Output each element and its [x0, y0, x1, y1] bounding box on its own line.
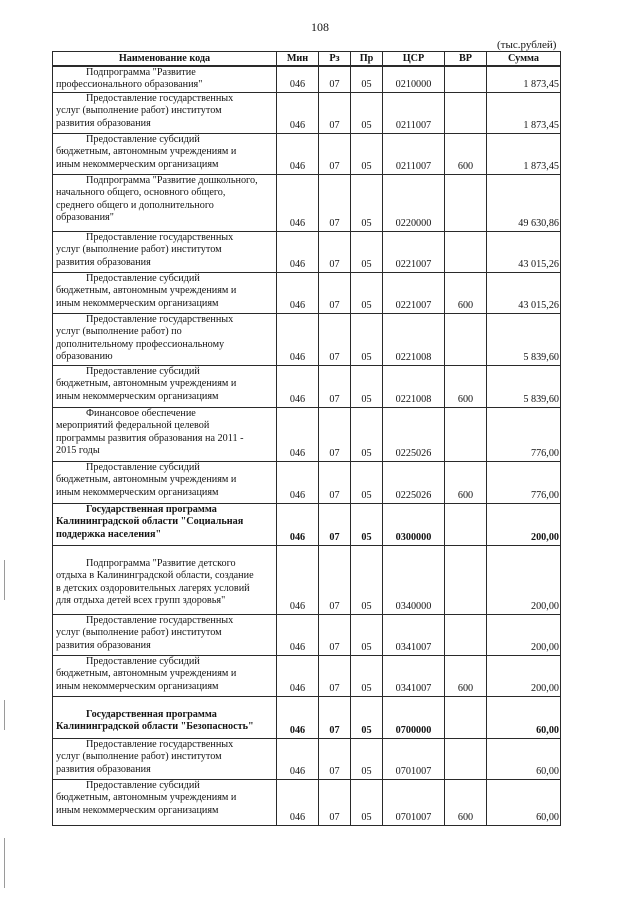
- table-row: [53, 614, 561, 655]
- cell-name-line: бюджетным, автономным учреждениям и: [56, 285, 237, 297]
- cell-min: 046: [277, 696, 319, 738]
- cell-name: [53, 66, 277, 92]
- cell-vr: 600: [445, 272, 487, 313]
- cell-name-line: профессионального образования": [56, 79, 203, 91]
- cell-name: [53, 503, 277, 545]
- cell-pr: 05: [351, 503, 383, 545]
- cell-csr: 0700000: [383, 696, 445, 738]
- cell-min: 046: [277, 66, 319, 92]
- cell-rz: 07: [319, 313, 351, 365]
- cell-min: 046: [277, 407, 319, 461]
- cell-csr: 0225026: [383, 461, 445, 503]
- cell-name-line: Калининградской области "Социальная: [56, 516, 244, 528]
- cell-name: [53, 365, 277, 407]
- header-csr: ЦСР: [383, 52, 445, 67]
- cell-name-line: Подпрограмма "Развитие детского: [86, 557, 236, 569]
- cell-csr: 0225026: [383, 407, 445, 461]
- cell-name-line: бюджетным, автономным учреждениям и: [56, 792, 237, 804]
- cell-min: 046: [277, 503, 319, 545]
- cell-name-line: Подпрограмма "Развитие дошкольного,: [86, 174, 258, 186]
- cell-name-line: программы развития образования на 2011 -: [56, 432, 244, 444]
- page-number: 108: [311, 20, 329, 34]
- cell-vr: 600: [445, 655, 487, 696]
- cell-csr: 0210000: [383, 66, 445, 92]
- cell-name-line: иным некоммерческим организациям: [56, 804, 219, 816]
- table-row: [53, 655, 561, 696]
- cell-sum: 60,00: [487, 696, 561, 738]
- cell-sum: 200,00: [487, 614, 561, 655]
- table-header-row: [53, 52, 561, 67]
- cell-pr: 05: [351, 66, 383, 92]
- cell-name-line: начального общего, основного общего,: [56, 187, 226, 199]
- cell-name-line: услуг (выполнение работ) институтом: [56, 627, 222, 639]
- header-vr: ВР: [445, 52, 487, 67]
- cell-vr: [445, 738, 487, 779]
- cell-sum: 1 873,45: [487, 92, 561, 133]
- cell-sum: 200,00: [487, 545, 561, 614]
- cell-pr: 05: [351, 545, 383, 614]
- cell-name-line: услуг (выполнение работ) по: [56, 326, 182, 338]
- cell-pr: 05: [351, 313, 383, 365]
- cell-vr: [445, 696, 487, 738]
- cell-name-line: Предоставление субсидий: [86, 272, 200, 284]
- cell-csr: 0341007: [383, 614, 445, 655]
- cell-rz: 07: [319, 545, 351, 614]
- cell-name-line: для отдыха детей всех групп здоровья": [56, 595, 226, 607]
- cell-min: 046: [277, 133, 319, 174]
- cell-sum: 43 015,26: [487, 231, 561, 272]
- cell-pr: 05: [351, 365, 383, 407]
- header-rz: Рз: [319, 52, 351, 67]
- cell-name-line: услуг (выполнение работ) институтом: [56, 751, 222, 763]
- cell-sum: 776,00: [487, 461, 561, 503]
- cell-name-line: Предоставление государственных: [86, 313, 234, 325]
- cell-sum: 1 873,45: [487, 133, 561, 174]
- cell-name-line: образованию: [56, 351, 113, 363]
- cell-vr: [445, 614, 487, 655]
- cell-csr: 0221008: [383, 313, 445, 365]
- table-row: [53, 696, 561, 738]
- cell-min: 046: [277, 738, 319, 779]
- table-row: [53, 231, 561, 272]
- cell-rz: 07: [319, 133, 351, 174]
- units-label: (тыс.рублей): [497, 39, 557, 51]
- cell-name: [53, 407, 277, 461]
- cell-rz: 07: [319, 231, 351, 272]
- cell-name-line: услуг (выполнение работ) институтом: [56, 244, 222, 256]
- table-body: [53, 66, 561, 825]
- cell-name-line: иным некоммерческим организациям: [56, 680, 219, 692]
- margin-mark: [4, 700, 5, 730]
- cell-sum: 43 015,26: [487, 272, 561, 313]
- cell-name: [53, 655, 277, 696]
- cell-name-line: Предоставление государственных: [86, 614, 234, 626]
- cell-name: [53, 313, 277, 365]
- margin-mark: [4, 838, 5, 888]
- cell-min: 046: [277, 313, 319, 365]
- cell-pr: 05: [351, 461, 383, 503]
- cell-name-line: Предоставление субсидий: [86, 133, 200, 145]
- table-row: [53, 779, 561, 825]
- cell-name-line: 2015 годы: [56, 445, 100, 457]
- cell-name: [53, 738, 277, 779]
- cell-vr: [445, 92, 487, 133]
- cell-rz: 07: [319, 614, 351, 655]
- cell-csr: 0221008: [383, 365, 445, 407]
- table-row: [53, 92, 561, 133]
- cell-name-line: образования": [56, 212, 114, 224]
- cell-pr: 05: [351, 655, 383, 696]
- cell-sum: 5 839,60: [487, 365, 561, 407]
- cell-rz: 07: [319, 66, 351, 92]
- cell-rz: 07: [319, 696, 351, 738]
- cell-min: 046: [277, 461, 319, 503]
- cell-name: [53, 133, 277, 174]
- cell-vr: 600: [445, 461, 487, 503]
- header-name: Наименование кода: [53, 52, 277, 67]
- cell-min: 046: [277, 272, 319, 313]
- cell-min: 046: [277, 365, 319, 407]
- cell-name-line: бюджетным, автономным учреждениям и: [56, 146, 237, 158]
- cell-name-line: развития образования: [56, 639, 151, 651]
- cell-vr: 600: [445, 133, 487, 174]
- cell-rz: 07: [319, 655, 351, 696]
- table-row: [53, 738, 561, 779]
- cell-csr: 0340000: [383, 545, 445, 614]
- cell-name-line: Государственная программа: [86, 708, 217, 720]
- cell-name-line: Предоставление субсидий: [86, 655, 200, 667]
- cell-name-line: поддержка населения": [56, 528, 162, 540]
- cell-name-line: [56, 697, 274, 709]
- cell-rz: 07: [319, 461, 351, 503]
- cell-name-line: развития образования: [56, 256, 151, 268]
- cell-name-line: Предоставление субсидий: [86, 779, 200, 791]
- cell-pr: 05: [351, 133, 383, 174]
- cell-name-line: иным некоммерческим организациям: [56, 486, 219, 498]
- table-row: [53, 461, 561, 503]
- cell-vr: [445, 503, 487, 545]
- cell-name-line: иным некоммерческим организациям: [56, 158, 219, 170]
- cell-name-line: развития образования: [56, 763, 151, 775]
- cell-name-line: Предоставление государственных: [86, 231, 234, 243]
- cell-name-line: бюджетным, автономным учреждениям и: [56, 668, 237, 680]
- cell-min: 046: [277, 231, 319, 272]
- cell-pr: 05: [351, 231, 383, 272]
- cell-vr: [445, 313, 487, 365]
- cell-vr: [445, 545, 487, 614]
- cell-name-line: Предоставление субсидий: [86, 461, 200, 473]
- cell-min: 046: [277, 779, 319, 825]
- cell-csr: 0701007: [383, 738, 445, 779]
- cell-name-line: среднего общего и дополнительного: [56, 199, 214, 211]
- table-row: [53, 272, 561, 313]
- header-min: Мин: [277, 52, 319, 67]
- cell-sum: 1 873,45: [487, 66, 561, 92]
- cell-csr: 0211007: [383, 133, 445, 174]
- cell-sum: 60,00: [487, 779, 561, 825]
- cell-name: [53, 272, 277, 313]
- cell-name-line: бюджетным, автономным учреждениям и: [56, 474, 237, 486]
- cell-name: [53, 174, 277, 231]
- cell-csr: 0211007: [383, 92, 445, 133]
- table-row: [53, 407, 561, 461]
- cell-name-line: развития образования: [56, 117, 151, 129]
- cell-pr: 05: [351, 407, 383, 461]
- cell-name-line: Финансовое обеспечение: [86, 407, 196, 419]
- cell-vr: [445, 174, 487, 231]
- cell-csr: 0221007: [383, 231, 445, 272]
- cell-vr: [445, 407, 487, 461]
- cell-min: 046: [277, 92, 319, 133]
- cell-pr: 05: [351, 738, 383, 779]
- header-pr: Пр: [351, 52, 383, 67]
- cell-vr: [445, 231, 487, 272]
- cell-vr: 600: [445, 365, 487, 407]
- cell-name-line: бюджетным, автономным учреждениям и: [56, 378, 237, 390]
- cell-csr: 0221007: [383, 272, 445, 313]
- cell-vr: [445, 66, 487, 92]
- cell-name-line: в детских оздоровительных лагерях условий: [56, 582, 250, 594]
- cell-name-line: Подпрограмма "Развитие: [86, 67, 196, 78]
- cell-min: 046: [277, 655, 319, 696]
- cell-name: [53, 92, 277, 133]
- cell-pr: 05: [351, 696, 383, 738]
- cell-csr: 0701007: [383, 779, 445, 825]
- cell-sum: 200,00: [487, 503, 561, 545]
- cell-name-line: мероприятий федеральной целевой: [56, 420, 210, 432]
- table-row: [53, 174, 561, 231]
- cell-sum: 49 630,86: [487, 174, 561, 231]
- table-row: [53, 365, 561, 407]
- cell-name: [53, 696, 277, 738]
- cell-csr: 0341007: [383, 655, 445, 696]
- cell-rz: 07: [319, 92, 351, 133]
- cell-name: [53, 779, 277, 825]
- cell-name-line: иным некоммерческим организациям: [56, 297, 219, 309]
- cell-name: [53, 231, 277, 272]
- cell-name-line: Предоставление субсидий: [86, 365, 200, 377]
- cell-sum: 60,00: [487, 738, 561, 779]
- cell-rz: 07: [319, 738, 351, 779]
- cell-name-line: дополнительному профессиональному: [56, 338, 225, 350]
- table-row: [53, 313, 561, 365]
- cell-name-line: Предоставление государственных: [86, 738, 234, 750]
- cell-csr: 0220000: [383, 174, 445, 231]
- header-sum: Сумма: [487, 52, 561, 67]
- cell-min: 046: [277, 614, 319, 655]
- cell-min: 046: [277, 174, 319, 231]
- cell-name: [53, 461, 277, 503]
- cell-sum: 200,00: [487, 655, 561, 696]
- table-row: [53, 66, 561, 92]
- table-row: [53, 133, 561, 174]
- cell-rz: 07: [319, 174, 351, 231]
- cell-pr: 05: [351, 174, 383, 231]
- cell-name-line: Государственная программа: [86, 503, 217, 515]
- cell-name: [53, 545, 277, 614]
- cell-name-line: иным некоммерческим организациям: [56, 390, 219, 402]
- cell-name-line: услуг (выполнение работ) институтом: [56, 105, 222, 117]
- cell-pr: 05: [351, 614, 383, 655]
- cell-rz: 07: [319, 365, 351, 407]
- cell-name: [53, 614, 277, 655]
- cell-pr: 05: [351, 779, 383, 825]
- table-row: [53, 545, 561, 614]
- cell-rz: 07: [319, 503, 351, 545]
- cell-name-line: Калининградской области "Безопасность": [56, 721, 254, 733]
- cell-rz: 07: [319, 407, 351, 461]
- cell-min: 046: [277, 545, 319, 614]
- cell-csr: 0300000: [383, 503, 445, 545]
- cell-pr: 05: [351, 272, 383, 313]
- cell-sum: 5 839,60: [487, 313, 561, 365]
- cell-sum: 776,00: [487, 407, 561, 461]
- cell-rz: 07: [319, 779, 351, 825]
- margin-mark: [4, 560, 5, 600]
- cell-name-line: отдыха в Калининградской области, создание: [56, 570, 254, 582]
- cell-pr: 05: [351, 92, 383, 133]
- cell-name-line: Предоставление государственных: [86, 92, 234, 104]
- cell-vr: 600: [445, 779, 487, 825]
- budget-table: [52, 51, 561, 826]
- table-row: [53, 503, 561, 545]
- cell-rz: 07: [319, 272, 351, 313]
- cell-name-line: [56, 546, 274, 558]
